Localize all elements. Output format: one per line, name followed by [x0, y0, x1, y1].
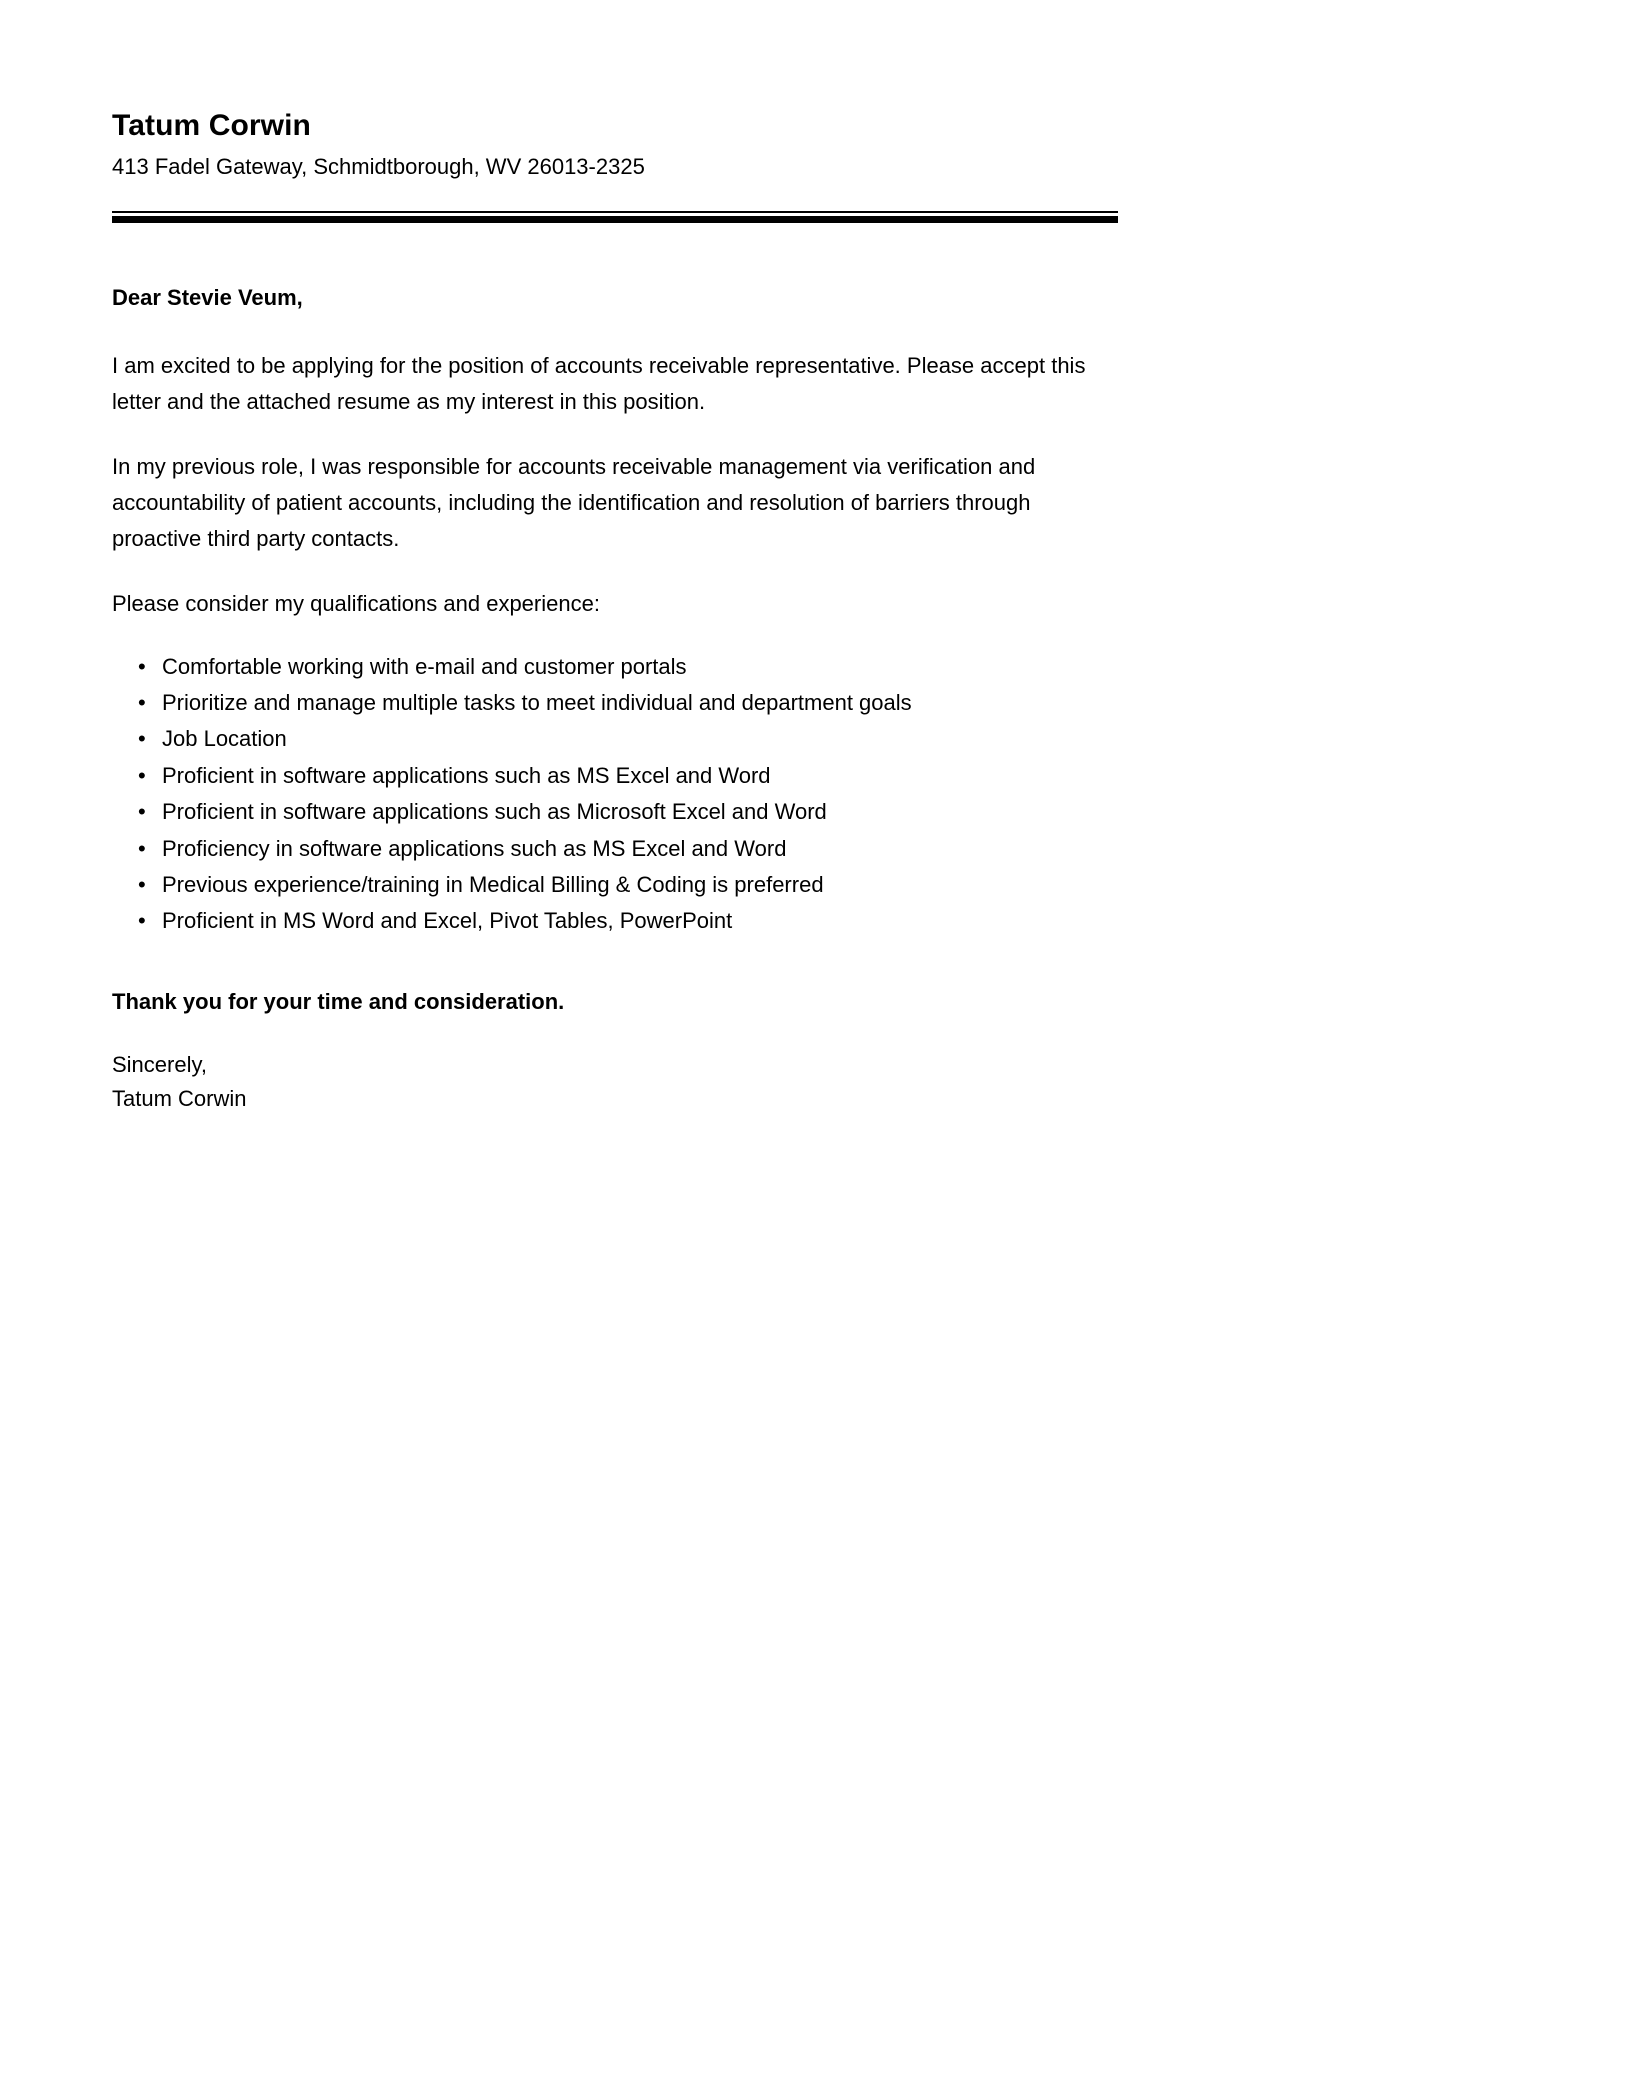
list-item [112, 834, 1120, 864]
body-paragraph-1: I am excited to be applying for the position of accounts receivable representative. Please accept this letter and the attached resume as my interest in this position. [112, 353, 1086, 414]
list-item [112, 797, 1120, 827]
document-content [112, 0, 1120, 1116]
closing-salutation: Sincerely, [112, 1051, 207, 1077]
body-paragraph-2: In my previous role, I was responsible for accounts receivable management via verification and accountability of patient accounts, including the identification and resolution of barriers through proactive third party contacts. [112, 454, 1036, 551]
letter-body [112, 223, 1120, 1116]
signature-block [112, 1048, 1120, 1116]
letterhead [112, 0, 1120, 185]
list-item [112, 652, 1120, 682]
list-item [112, 761, 1120, 791]
bullet-icon: • [138, 726, 146, 752]
list-item-label: Previous experience/training in Medical Billing & Coding is preferred [162, 871, 824, 897]
bullet-icon: • [138, 762, 146, 788]
list-item [112, 724, 1120, 754]
bullet-icon: • [138, 799, 146, 825]
list-item-label: Proficiency in software applications such as MS Excel and Word [162, 835, 787, 861]
signature-name: Tatum Corwin [112, 1085, 247, 1111]
list-item-label: Comfortable working with e-mail and customer portals [162, 653, 687, 679]
list-item-label: Proficient in MS Word and Excel, Pivot Tables, PowerPoint [162, 908, 733, 934]
divider-thick-rule [112, 216, 1118, 223]
list-item-label: Job Location [162, 726, 287, 752]
bullet-icon: • [138, 835, 146, 861]
bullet-icon: • [138, 653, 146, 679]
salutation: Dear Stevie Veum, [112, 285, 303, 311]
closing-thanks: Thank you for your time and consideration. [112, 988, 565, 1014]
list-item [112, 870, 1120, 900]
sender-address: 413 Fadel Gateway, Schmidtborough, WV 26013-2325 [112, 154, 645, 180]
bullet-icon: • [138, 871, 146, 897]
list-item [112, 688, 1120, 718]
list-item-label: Prioritize and manage multiple tasks to meet individual and department goals [162, 690, 912, 716]
list-item [112, 906, 1120, 936]
bullet-icon: • [138, 908, 146, 934]
list-item-label: Proficient in software applications such as MS Excel and Word [162, 762, 771, 788]
bullet-icon: • [138, 690, 146, 716]
page-title: Tatum Corwin [112, 109, 311, 142]
qualifications-intro: Please consider my qualifications and experience: [112, 591, 600, 617]
header-divider [112, 211, 1118, 223]
qualifications-list [112, 652, 1120, 937]
list-item-label: Proficient in software applications such as Microsoft Excel and Word [162, 799, 827, 825]
